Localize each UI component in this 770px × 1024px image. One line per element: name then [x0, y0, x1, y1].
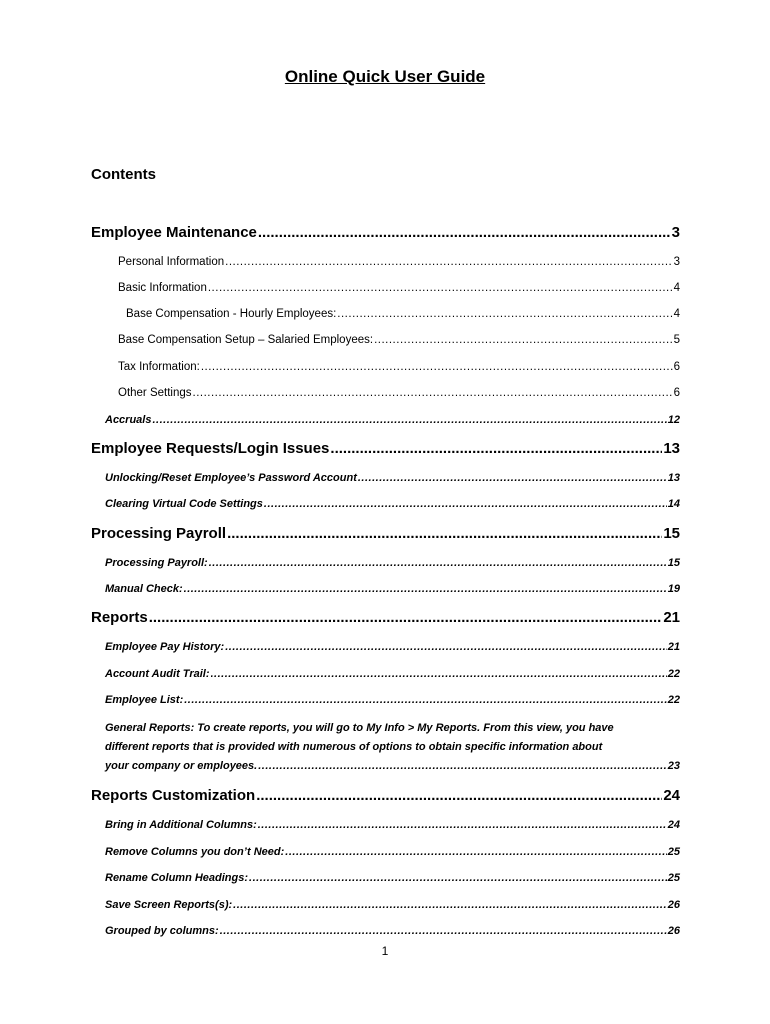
toc-entry[interactable]: Bring in Additional Columns: ..... 24 [105, 819, 680, 831]
toc-entry[interactable]: Processing Payroll ..... 15 [91, 525, 680, 542]
toc-entry[interactable]: Personal Information ..... 3 [118, 256, 680, 268]
toc-entry[interactable]: Basic Information ..... 4 [118, 282, 680, 294]
toc-entry[interactable]: Account Audit Trail: ..... 22 [105, 668, 680, 680]
page-number: 1 [381, 944, 389, 958]
toc-entry[interactable]: Accruals ..... 12 [105, 414, 680, 426]
toc-entry[interactable]: Processing Payroll: ..... 15 [105, 557, 680, 569]
toc-entry[interactable]: Employee Maintenance ..... 3 [91, 224, 680, 241]
document-title: Online Quick User Guide [284, 67, 486, 86]
toc-entry[interactable]: Remove Columns you don’t Need: ..... 25 [105, 846, 680, 858]
toc-entry[interactable]: Clearing Virtual Code Settings ..... 14 [105, 498, 680, 510]
toc-entry[interactable]: Employee List: ..... 22 [105, 694, 680, 706]
toc-entry[interactable]: Employee Requests/Login Issues ..... 13 [91, 440, 680, 457]
toc-entry[interactable]: Rename Column Headings: ..... 25 [105, 872, 680, 884]
toc-entry[interactable]: Tax Information: ..... 6 [118, 361, 680, 373]
toc-entry-multiline[interactable]: General Reports: To create reports, you will go to My Info > My Reports. From this view, you have different reports that is provided with numerous of options to obtain specific information about your company or employees. ..... 23 [105, 719, 680, 776]
toc-entry[interactable]: Base Compensation Setup – Salaried Employees: ..... 5 [118, 334, 680, 346]
toc-entry[interactable]: Unlocking/Reset Employee’s Password Account ..... 13 [105, 472, 680, 484]
toc-entry[interactable]: Other Settings ..... 6 [118, 387, 680, 399]
toc-entry[interactable]: Reports Customization ..... 24 [91, 787, 680, 804]
toc-entry[interactable]: Base Compensation - Hourly Employees: ..... 4 [126, 308, 680, 320]
toc-entry[interactable]: Manual Check: ..... 19 [105, 583, 680, 595]
toc-entry[interactable]: Reports ..... 21 [91, 609, 680, 626]
toc-entry[interactable]: Save Screen Reports(s): ..... 26 [105, 899, 680, 911]
toc-entry[interactable]: Grouped by columns: ..... 26 [105, 925, 680, 937]
toc-entry[interactable]: Employee Pay History: ..... 21 [105, 641, 680, 653]
contents-heading: Contents [91, 166, 156, 183]
